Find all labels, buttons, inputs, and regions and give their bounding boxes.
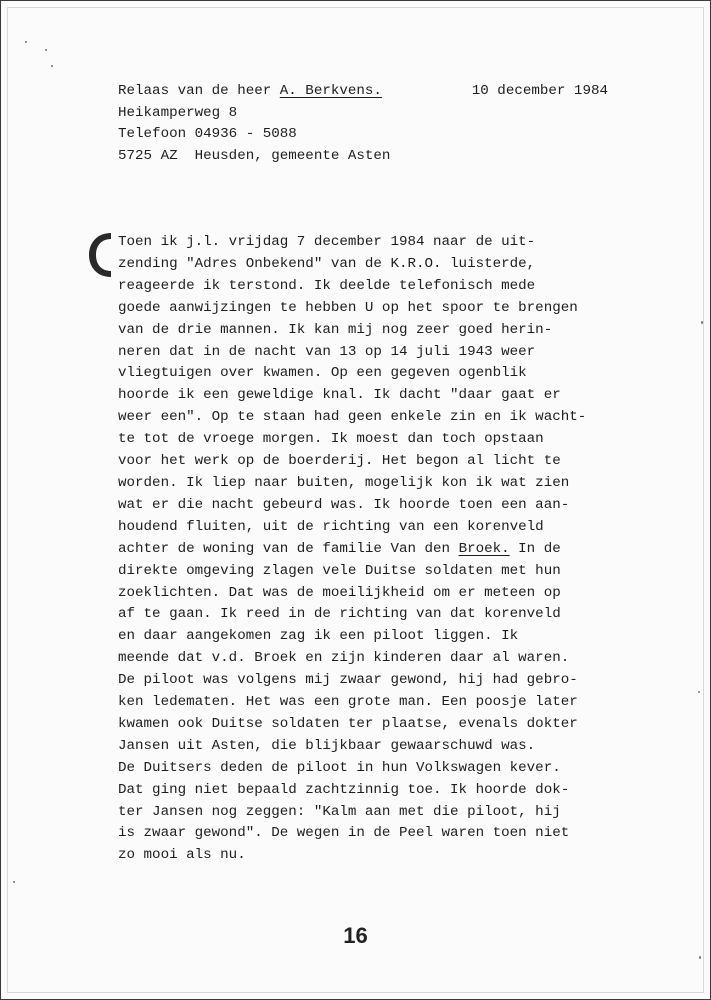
header-first-line <box>118 81 608 103</box>
body-line: ter Jansen nog zeggen: "Kalm aan met die piloot, hij <box>118 803 561 820</box>
body-line: is zwaar gewond". De wegen in de Peel waren toen niet <box>118 825 570 842</box>
body-line: goede aanwijzingen te hebben U op het spoor te brengen <box>118 299 578 316</box>
body-line: te tot de vroege morgen. Ik moest dan toch opstaan <box>118 431 544 448</box>
letter-header <box>118 81 608 167</box>
body-line: voor het werk op de boerderij. Het begon al licht te <box>118 453 561 470</box>
body-line: Jansen uit Asten, die blijkbaar gewaarschuwd was. <box>118 737 536 754</box>
author-name: A. Berkvens. <box>279 83 382 99</box>
body-line-with-underline <box>118 539 598 561</box>
scan-speck <box>699 956 701 959</box>
header-prefix: Relaas van de heer <box>118 83 280 99</box>
scan-speck <box>698 691 700 693</box>
body-line: meende dat v.d. Broek en zijn kinderen daar al waren. <box>118 650 570 667</box>
body-line: zo mooi als nu. <box>118 847 246 864</box>
body-line: Toen ik j.l. vrijdag 7 december 1984 naar de uit- <box>118 234 536 250</box>
body-line: houdend fluiten, uit de richting van een korenveld <box>118 518 544 535</box>
scan-speck <box>51 65 53 67</box>
letter-body <box>118 232 598 867</box>
body-line-start: achter de woning van de familie Van den <box>118 540 459 557</box>
postal-line: 5725 AZ Heusden, gemeente Asten <box>118 147 391 164</box>
scan-speck <box>13 881 15 883</box>
body-line: Dat ging niet bepaald zachtzinnig toe. Ik hoorde dok- <box>118 781 570 798</box>
underlined-name: Broek. <box>458 540 510 557</box>
scan-speck <box>45 49 47 51</box>
body-line: direkte omgeving zlagen vele Duitse soldaten met hun <box>118 562 561 579</box>
body-line: worden. Ik liep naar buiten, mogelijk kon ik wat zien <box>118 474 570 491</box>
scan-speck <box>701 321 703 324</box>
scan-speck <box>25 41 27 43</box>
body-line: af te gaan. Ik reed in de richting van dat korenveld <box>118 606 561 623</box>
body-line: weer een". Op te staan had geen enkele zin en ik wacht- <box>118 409 587 426</box>
header-author <box>118 81 382 103</box>
body-line: wat er die nacht gebeurd was. Ik hoorde toen een aan- <box>118 496 570 513</box>
body-line: De piloot was volgens mij zwaar gewond, hij had gebro- <box>118 672 578 689</box>
body-line: zoeklichten. Dat was de moeilijkheid om er meteen op <box>118 584 561 601</box>
letter-date: 10 december 1984 <box>471 83 608 99</box>
phone-line: Telefoon 04936 - 5088 <box>118 126 297 142</box>
body-line: vliegtuigen over kwamen. Op een gegeven ogenblik <box>118 365 527 382</box>
address-line: Heikamperweg 8 <box>118 104 238 121</box>
body-line: reageerde ik terstond. Ik deelde telefonisch mede <box>118 277 536 294</box>
body-line: van de drie mannen. Ik kan mij nog zeer goed herin- <box>118 321 553 338</box>
body-line: De Duitsers deden de piloot in hun Volkswagen kever. <box>118 759 561 776</box>
page-number: 16 <box>343 923 368 948</box>
body-line: ken ledematen. Het was een grote man. Een poosje later <box>118 694 578 711</box>
body-line: neren dat in de nacht van 13 op 14 juli 1943 weer <box>118 343 536 360</box>
body-line: zending "Adres Onbekend" van de K.R.O. luisterde, <box>118 255 536 272</box>
body-line: hoorde ik een geweldige knal. Ik dacht "daar gaat er <box>118 387 561 404</box>
initial-bracket-mark <box>87 231 113 279</box>
body-line: kwamen ook Duitse soldaten ter plaatse, evenals dokter <box>118 715 578 732</box>
body-line-end: In de <box>509 540 561 557</box>
body-line: en daar aangekomen zag ik een piloot liggen. Ik <box>118 628 519 645</box>
